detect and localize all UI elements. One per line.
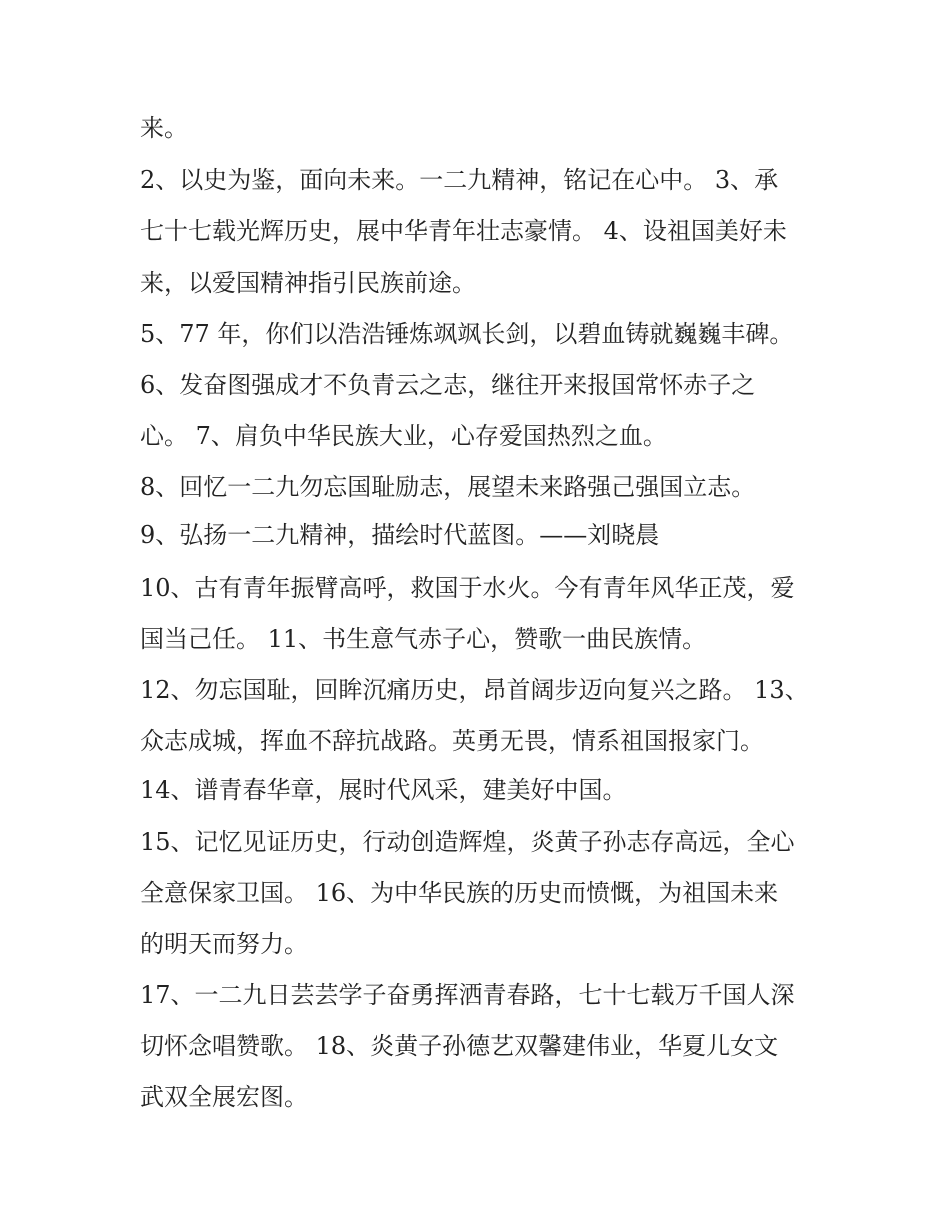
text-line: 全意保家卫国。 16、为中华民族的历史而愤慨，为祖国未来 [140,879,779,907]
text-line: 5、77 年，你们以浩浩锤炼飒飒长剑，以碧血铸就巍巍丰碑。 [140,320,794,348]
text-line: 10、古有青年振臂高呼，救国于水火。今有青年风华正茂，爱 [140,574,795,602]
text-line: 6、发奋图强成才不负青云之志，继往开来报国常怀赤子之 [140,371,756,399]
text-line: 国当己任。 11、书生意气赤子心，赞歌一曲民族情。 [140,625,707,653]
text-line: 七十七载光辉历史，展中华青年壮志豪情。 4、设祖国美好未 [140,217,787,245]
text-line: 9、弘扬一二九精神，描绘时代蓝图。——刘晓晨 [140,521,660,549]
text-line: 武双全展宏图。 [140,1083,308,1111]
text-line: 2、以史为鉴，面向未来。一二九精神，铭记在心中。 3、承 [140,166,779,194]
text-line: 的明天而努力。 [140,930,308,958]
text-line: 14、谱青春华章，展时代风采，建美好中国。 [140,776,627,804]
text-line: 17、一二九日芸芸学子奋勇挥洒青春路，七十七载万千国人深 [140,981,795,1009]
text-line: 12、勿忘国耻，回眸沉痛历史，昂首阔步迈向复兴之路。 13、 [140,676,809,704]
text-line: 15、记忆见证历史，行动创造辉煌，炎黄子孙志存高远，全心 [140,828,795,856]
text-line: 众志成城，挥血不辞抗战路。英勇无畏，情系祖国报家门。 [140,727,764,755]
text-line: 切怀念唱赞歌。 18、炎黄子孙德艺双馨建伟业，华夏儿女文 [140,1032,779,1060]
text-line: 来，以爱国精神指引民族前途。 [140,269,476,297]
text-line: 8、回忆一二九勿忘国耻励志，展望未来路强己强国立志。 [140,473,756,501]
text-line: 来。 [140,114,188,142]
text-line: 心。 7、肩负中华民族大业，心存爱国热烈之血。 [140,422,667,450]
